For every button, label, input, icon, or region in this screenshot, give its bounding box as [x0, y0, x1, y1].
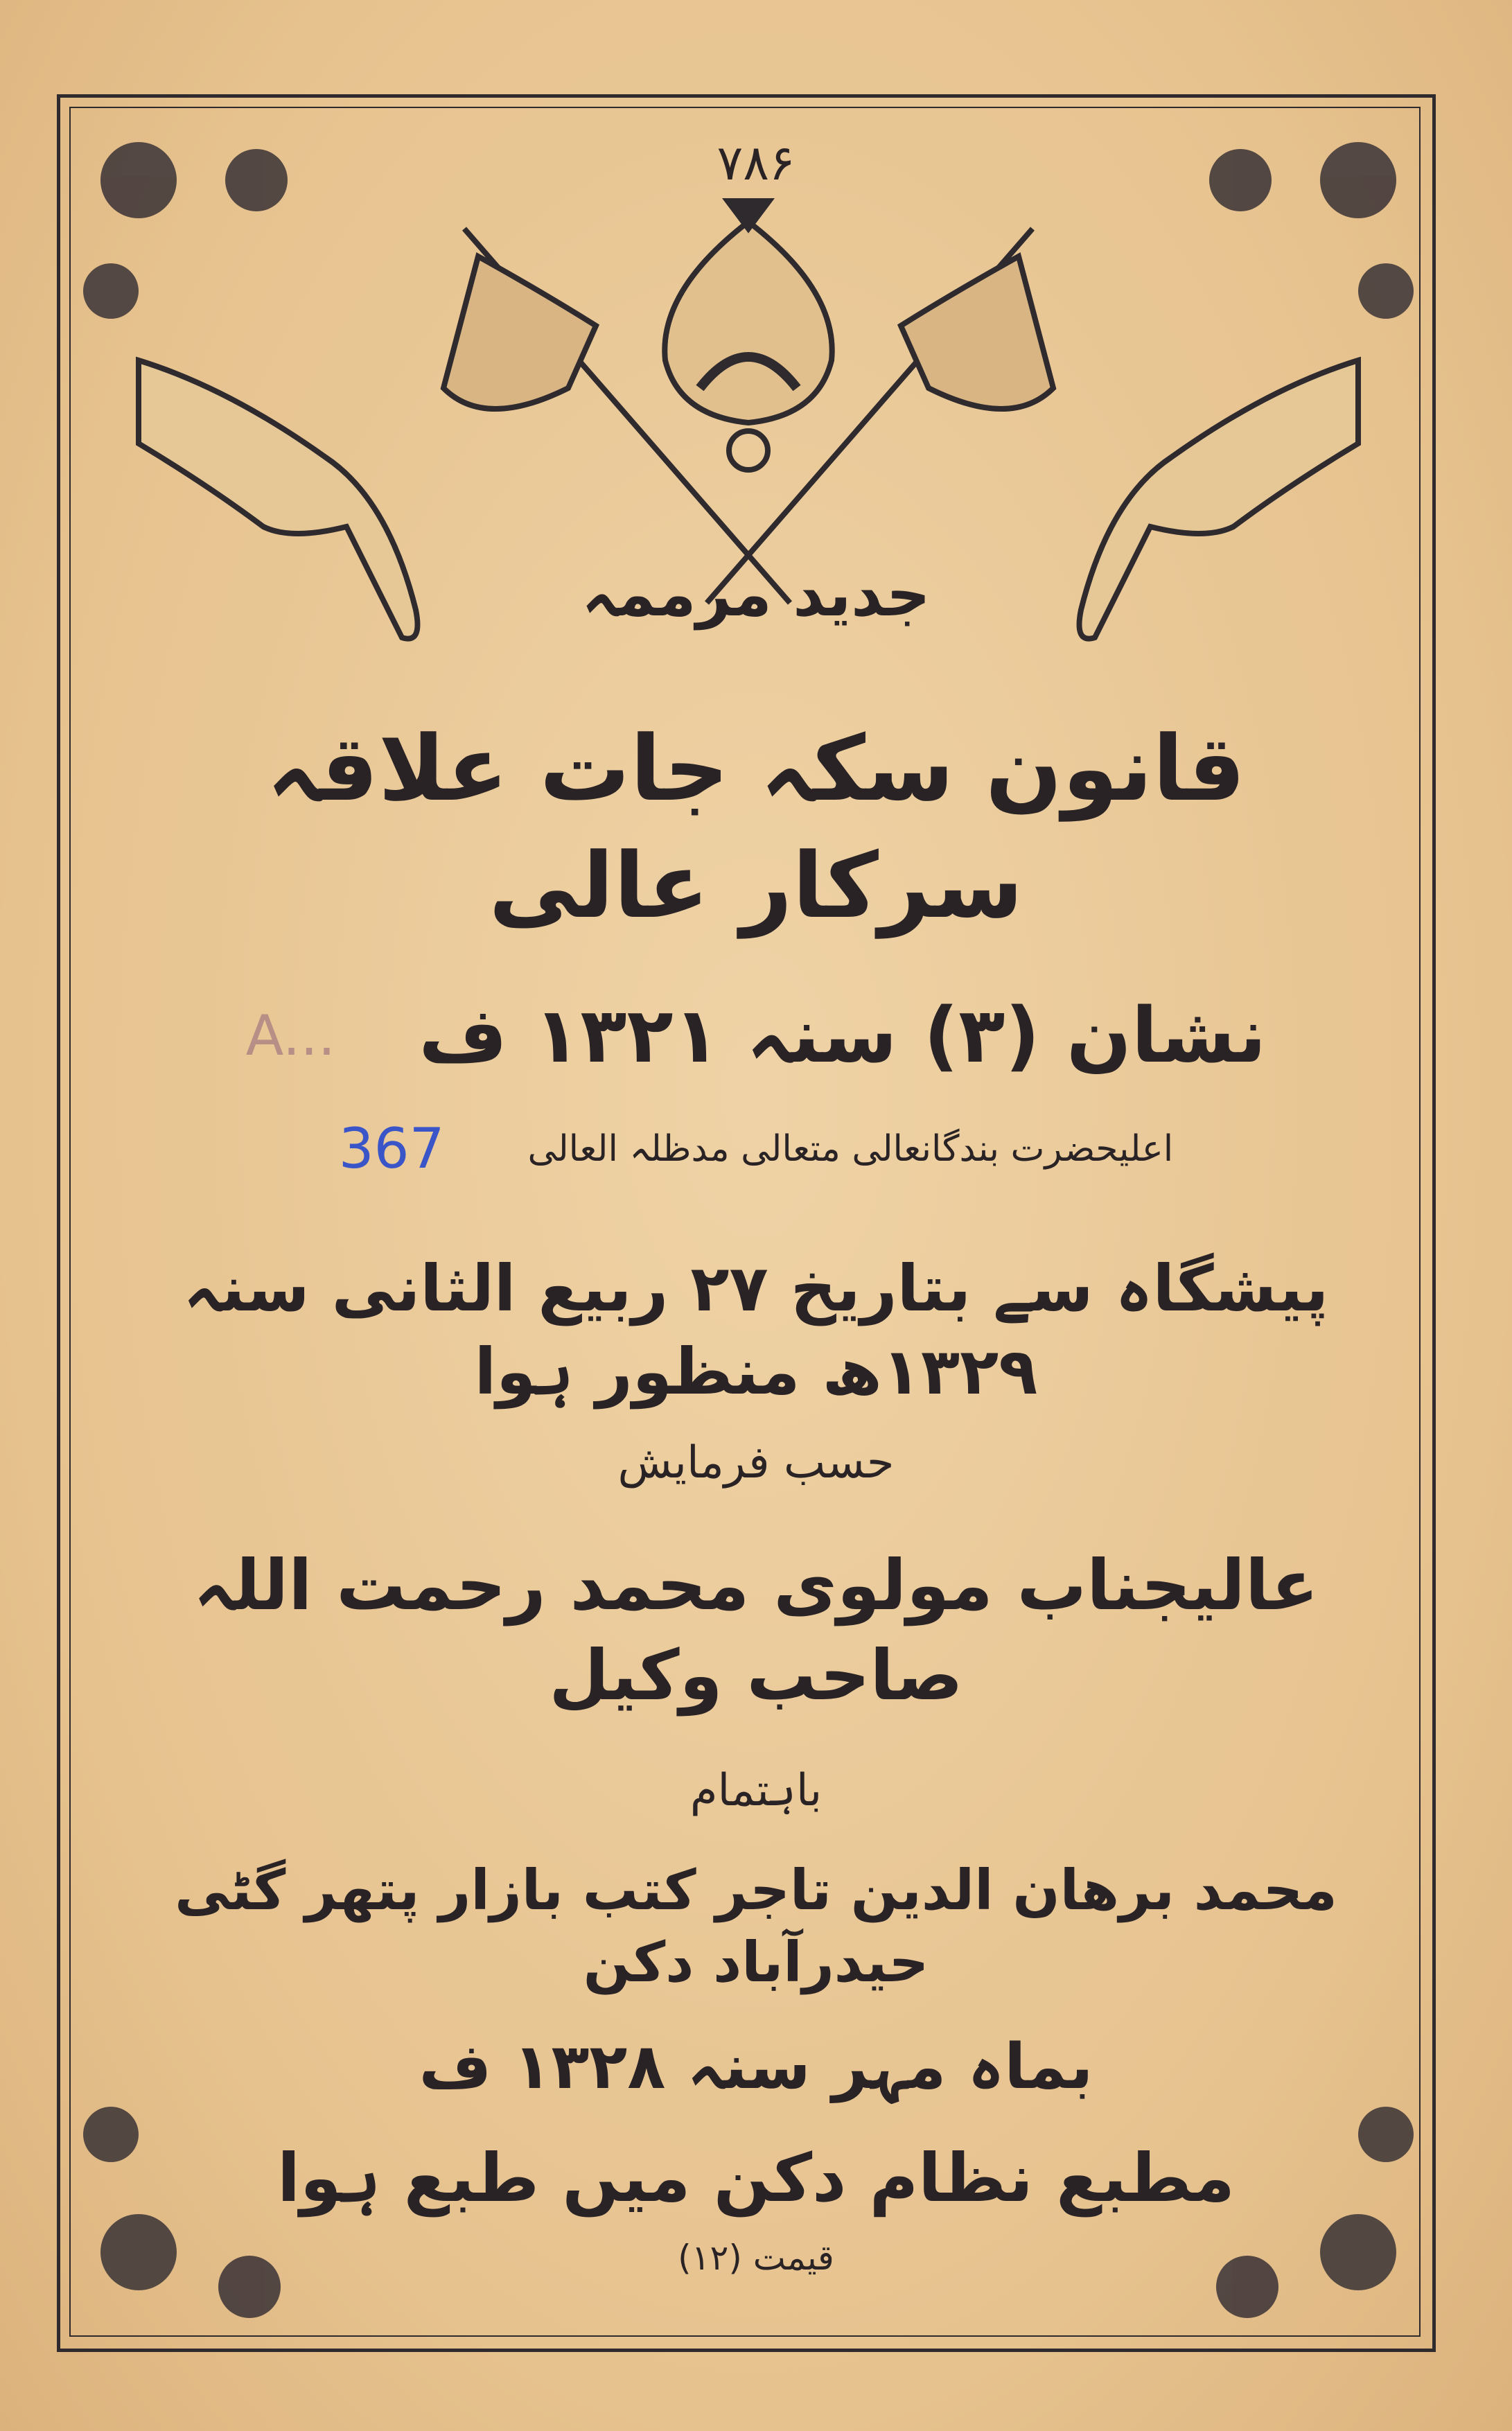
authority-row [339, 1113, 1173, 1185]
publisher-line: محمد برھان الدین تاجر کتب بازار پتھر گٹی حیدرآباد دکن [175, 1857, 1337, 1994]
press-line: مطبع نظام دکن میں طبع ہوا [277, 2139, 1235, 2217]
book-title: قانون سکہ جات علاقہ سرکار عالی [266, 716, 1246, 939]
person-name: عالیجناب مولوی محمد رحمت اللہ صاحب وکیل [193, 1544, 1319, 1716]
management-label: باہتمام [689, 1764, 823, 1816]
nishan-year: نشان (۳) سنہ ۱۳۲۱ ف [419, 991, 1267, 1080]
page-number: ۷۸۶ [717, 134, 795, 191]
publication-date: بماہ مہر سنہ ۱۳۲۸ ف [419, 2030, 1093, 2103]
edition-label: جدید مرممہ [581, 559, 931, 630]
handwritten-catalog-number: 367 [338, 1116, 445, 1182]
nishan-row [246, 986, 1267, 1085]
approval-line: پیشگاہ سے بتاریخ ۲۷ ربیع الثانی سنہ ۱۳۲۹ھ منظور ہوا [183, 1252, 1329, 1409]
pencil-mark: A... [245, 1003, 336, 1068]
title-page-content [125, 132, 1387, 2281]
authority-line: اعلیحضرت بندگانعالی متعالی مدظلہ العالی [527, 1127, 1174, 1170]
request-line: حسب فرمایش [617, 1437, 895, 1489]
price-label: قیمت (۱۲) [678, 2237, 834, 2278]
